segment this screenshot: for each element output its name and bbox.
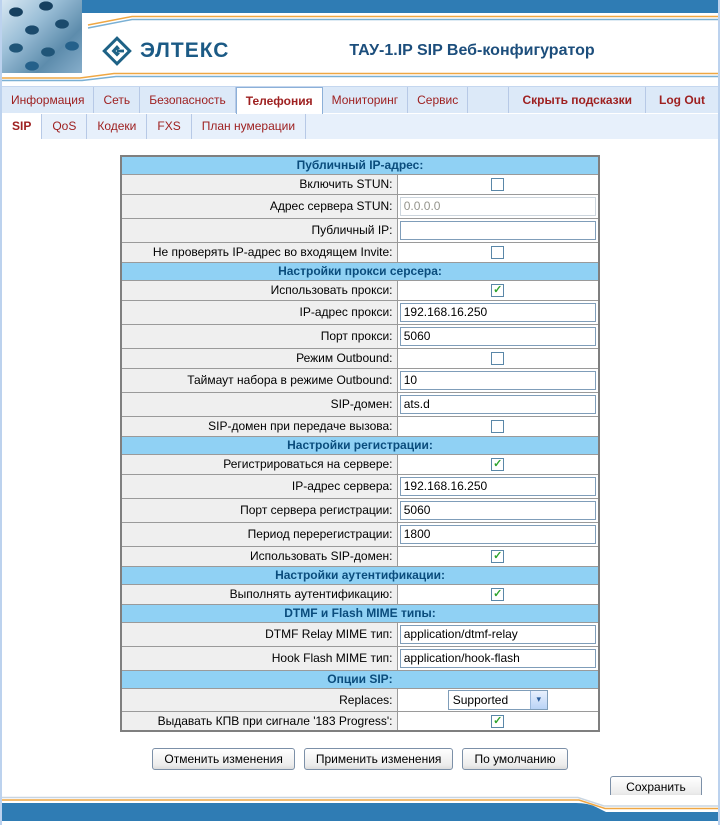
hook-flash-mime-cell bbox=[397, 646, 599, 670]
content-area bbox=[2, 155, 718, 798]
form-row bbox=[121, 174, 599, 194]
dtmf-relay-mime-input[interactable] bbox=[400, 625, 596, 644]
register-on-server-cell bbox=[397, 454, 599, 474]
no-check-ip-invite-checkbox[interactable] bbox=[491, 246, 504, 259]
subtab-codecs[interactable]: Кодеки bbox=[87, 114, 147, 139]
section-header-row bbox=[121, 670, 599, 688]
reregistration-period-input[interactable] bbox=[400, 525, 596, 544]
form-row bbox=[121, 688, 599, 711]
outbound-dial-timeout-cell bbox=[397, 368, 599, 392]
proxy-ip-cell bbox=[397, 300, 599, 324]
tab-network[interactable]: Сеть bbox=[94, 87, 140, 113]
page-header bbox=[2, 0, 718, 86]
stun-server-address-input[interactable] bbox=[400, 197, 596, 216]
section-header-row bbox=[121, 262, 599, 280]
form-row bbox=[121, 646, 599, 670]
register-on-server-checkbox[interactable]: ✓ bbox=[493, 458, 503, 471]
form-buttons-row bbox=[2, 748, 718, 770]
no-check-ip-invite-cell bbox=[397, 242, 599, 262]
form-row bbox=[121, 242, 599, 262]
sub-tab-bar bbox=[2, 113, 718, 139]
stun-server-address-label: Адрес сервера STUN: bbox=[121, 194, 397, 218]
defaults-button[interactable]: По умолчанию bbox=[462, 748, 567, 770]
section-title: Публичный IP-адрес: bbox=[121, 156, 599, 174]
form-row bbox=[121, 300, 599, 324]
tab-telephony[interactable]: Телефония bbox=[236, 87, 323, 114]
hook-flash-mime-label: Hook Flash MIME тип: bbox=[121, 646, 397, 670]
sip-domain-label: SIP-домен: bbox=[121, 392, 397, 416]
reregistration-period-label: Период перерегистрации: bbox=[121, 522, 397, 546]
ringback-183-progress-cell bbox=[397, 711, 599, 731]
perform-authentication-label: Выполнять аутентификацию: bbox=[121, 584, 397, 604]
form-row bbox=[121, 474, 599, 498]
public-ip-label: Публичный IP: bbox=[121, 218, 397, 242]
ringback-183-progress-label: Выдавать КПВ при сигнале '183 Progress': bbox=[121, 711, 397, 731]
form-row bbox=[121, 622, 599, 646]
proxy-port-cell bbox=[397, 324, 599, 348]
dtmf-relay-mime-cell bbox=[397, 622, 599, 646]
server-ip-label: IP-адрес сервера: bbox=[121, 474, 397, 498]
perform-authentication-checkbox[interactable]: ✓ bbox=[493, 588, 503, 601]
proxy-port-label: Порт прокси: bbox=[121, 324, 397, 348]
main-tab-bar bbox=[2, 86, 718, 113]
stun-server-address-cell bbox=[397, 194, 599, 218]
subtab-qos[interactable]: QoS bbox=[42, 114, 87, 139]
replaces-cell bbox=[397, 688, 599, 711]
use-proxy-label: Использовать прокси: bbox=[121, 280, 397, 300]
page-title: ТАУ-1.IP SIP Веб-конфигуратор bbox=[349, 42, 595, 59]
right-actions-group bbox=[508, 87, 718, 113]
outbound-mode-checkbox[interactable] bbox=[491, 352, 504, 365]
replaces-label: Replaces: bbox=[121, 688, 397, 711]
proxy-ip-label: IP-адрес прокси: bbox=[121, 300, 397, 324]
sip-domain-on-transfer-cell bbox=[397, 416, 599, 436]
header-photo bbox=[2, 0, 82, 73]
section-header-row bbox=[121, 566, 599, 584]
form-row bbox=[121, 522, 599, 546]
tab-service[interactable]: Сервис bbox=[408, 87, 468, 113]
dtmf-relay-mime-label: DTMF Relay MIME тип: bbox=[121, 622, 397, 646]
section-header-row bbox=[121, 436, 599, 454]
enable-stun-checkbox[interactable] bbox=[491, 178, 504, 191]
perform-authentication-cell bbox=[397, 584, 599, 604]
registration-port-label: Порт сервера регистрации: bbox=[121, 498, 397, 522]
outbound-mode-label: Режим Outbound: bbox=[121, 348, 397, 368]
use-proxy-cell bbox=[397, 280, 599, 300]
ringback-183-progress-checkbox[interactable]: ✓ bbox=[493, 714, 503, 727]
public-ip-input[interactable] bbox=[400, 221, 596, 240]
replaces-selected-value: Supported bbox=[452, 692, 509, 707]
section-title: Настройки аутентификации: bbox=[121, 566, 599, 584]
tab-monitoring[interactable]: Мониторинг bbox=[323, 87, 409, 113]
form-row bbox=[121, 280, 599, 300]
form-row bbox=[121, 416, 599, 436]
hook-flash-mime-input[interactable] bbox=[400, 649, 596, 668]
subtab-sip[interactable]: SIP bbox=[2, 114, 42, 139]
chevron-down-icon[interactable]: ▾ bbox=[530, 691, 547, 709]
outbound-dial-timeout-input[interactable] bbox=[400, 371, 596, 390]
section-header-row bbox=[121, 604, 599, 622]
enable-stun-label: Включить STUN: bbox=[121, 174, 397, 194]
sip-domain-on-transfer-label: SIP-домен при передаче вызова: bbox=[121, 416, 397, 436]
subtab-fxs[interactable]: FXS bbox=[147, 114, 191, 139]
section-title: Настройки прокси серсера: bbox=[121, 262, 599, 280]
page-footer bbox=[2, 795, 718, 825]
replaces-select[interactable] bbox=[448, 690, 548, 710]
apply-changes-button[interactable]: Применить изменения bbox=[304, 748, 454, 770]
outbound-mode-cell bbox=[397, 348, 599, 368]
proxy-ip-input[interactable] bbox=[400, 303, 596, 322]
no-check-ip-invite-label: Не проверять IP-адрес во входящем Invite: bbox=[121, 242, 397, 262]
save-button[interactable]: Сохранить bbox=[610, 776, 702, 798]
logo-text: ЭЛТЕКС bbox=[140, 39, 230, 62]
form-row bbox=[121, 584, 599, 604]
form-row bbox=[121, 392, 599, 416]
section-title: DTMF и Flash MIME типы: bbox=[121, 604, 599, 622]
use-sip-domain-label: Использовать SIP-домен: bbox=[121, 546, 397, 566]
hide-hints-link[interactable]: Скрыть подсказки bbox=[508, 87, 645, 113]
use-sip-domain-checkbox[interactable]: ✓ bbox=[493, 550, 503, 563]
cancel-changes-button[interactable]: Отменить изменения bbox=[152, 748, 294, 770]
section-header-row bbox=[121, 156, 599, 174]
proxy-port-input[interactable] bbox=[400, 327, 596, 346]
form-row bbox=[121, 218, 599, 242]
logout-link[interactable]: Log Out bbox=[645, 87, 718, 113]
footer-decor-stripes bbox=[2, 795, 718, 825]
section-title: Опции SIP: bbox=[121, 670, 599, 688]
server-ip-input[interactable] bbox=[400, 477, 596, 496]
eltex-diamond-icon bbox=[102, 36, 132, 66]
form-row bbox=[121, 711, 599, 731]
form-row bbox=[121, 368, 599, 392]
form-row bbox=[121, 324, 599, 348]
main-tabs-group bbox=[2, 87, 468, 113]
use-proxy-checkbox[interactable]: ✓ bbox=[493, 284, 503, 297]
public-ip-cell bbox=[397, 218, 599, 242]
registration-port-cell bbox=[397, 498, 599, 522]
form-row bbox=[121, 194, 599, 218]
sip-domain-input[interactable] bbox=[400, 395, 596, 414]
register-on-server-label: Регистрироваться на сервере: bbox=[121, 454, 397, 474]
sip-settings-table bbox=[120, 155, 600, 732]
tab-information[interactable]: Информация bbox=[2, 87, 94, 113]
subtab-dialplan[interactable]: План нумерации bbox=[192, 114, 306, 139]
enable-stun-cell bbox=[397, 174, 599, 194]
form-row bbox=[121, 454, 599, 474]
server-ip-cell bbox=[397, 474, 599, 498]
reregistration-period-cell bbox=[397, 522, 599, 546]
sip-domain-cell bbox=[397, 392, 599, 416]
eltex-logo bbox=[102, 36, 229, 66]
form-row bbox=[121, 348, 599, 368]
form-row bbox=[121, 498, 599, 522]
use-sip-domain-cell bbox=[397, 546, 599, 566]
form-row bbox=[121, 546, 599, 566]
registration-port-input[interactable] bbox=[400, 501, 596, 520]
outbound-dial-timeout-label: Таймаут набора в режиме Outbound: bbox=[121, 368, 397, 392]
sip-domain-on-transfer-checkbox[interactable] bbox=[491, 420, 504, 433]
tab-security[interactable]: Безопасность bbox=[140, 87, 236, 113]
section-title: Настройки регистрации: bbox=[121, 436, 599, 454]
